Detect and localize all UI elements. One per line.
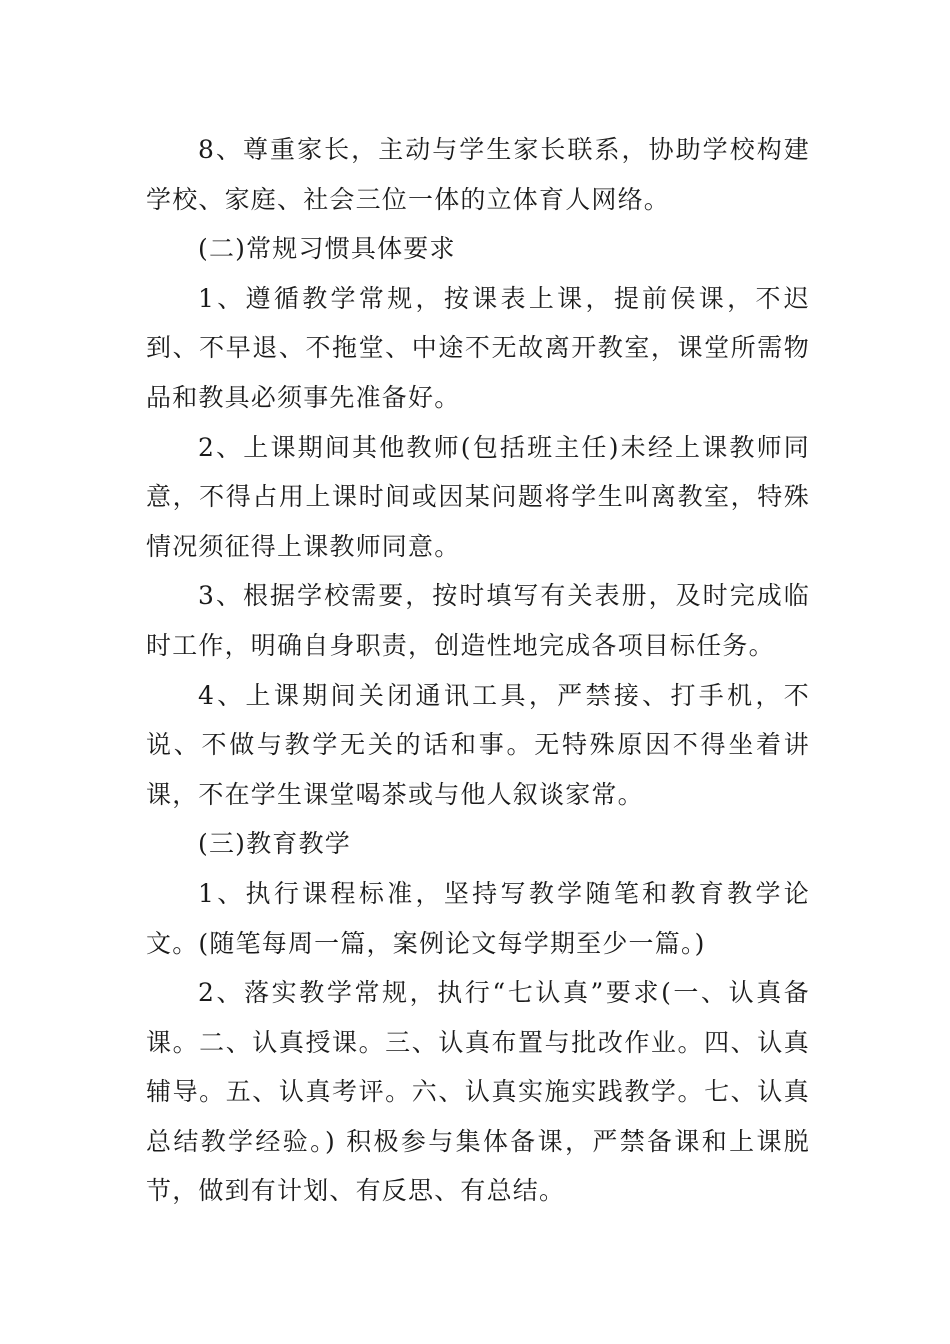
paragraph-item-1-teaching: 1、执行课程标准，坚持写教学随笔和教育教学论文。(随笔每周一篇，案例论文每学期至少一篇。) <box>146 878 810 958</box>
paragraph-item-2-teaching: 2、落实教学常规，执行“七认真”要求(一、认真备课。二、认真授课。三、认真布置与批改作业。四、认真辅导。五、认真考评。六、认真实施实践教学。七、认真总结教学经验。) 积极参与集体备课，严禁备课和上课脱节，做到有计划、有反思、有总结。 <box>146 978 810 1206</box>
section-heading-teaching: (三)教育教学 <box>198 829 351 859</box>
paragraph-item-2-routine: 2、上课期间其他教师(包括班主任)未经上课教师同意，不得占用上课时间或因某问题将学生叫离教室，特殊情况须征得上课教师同意。 <box>146 432 810 561</box>
section-heading-routine-habits: (二)常规习惯具体要求 <box>198 234 456 264</box>
paragraph-item-3-routine: 3、根据学校需要，按时填写有关表册，及时完成临时工作，明确自身职责，创造性地完成各项目标任务。 <box>146 581 810 660</box>
paragraph-item-8: 8、尊重家长，主动与学生家长联系，协助学校构建学校、家庭、社会三位一体的立体育人网络。 <box>146 135 810 214</box>
document-body <box>146 125 810 1216</box>
paragraph-item-4-routine: 4、上课期间关闭通讯工具，严禁接、打手机，不说、不做与教学无关的话和事。无特殊原因不得坐着讲课，不在学生课堂喝茶或与他人叙谈家常。 <box>146 680 810 809</box>
paragraph-item-1-routine: 1、遵循教学常规，按课表上课，提前侯课，不迟到、不早退、不拖堂、中途不无故离开教室，课堂所需物品和教具必须事先准备好。 <box>146 283 810 412</box>
